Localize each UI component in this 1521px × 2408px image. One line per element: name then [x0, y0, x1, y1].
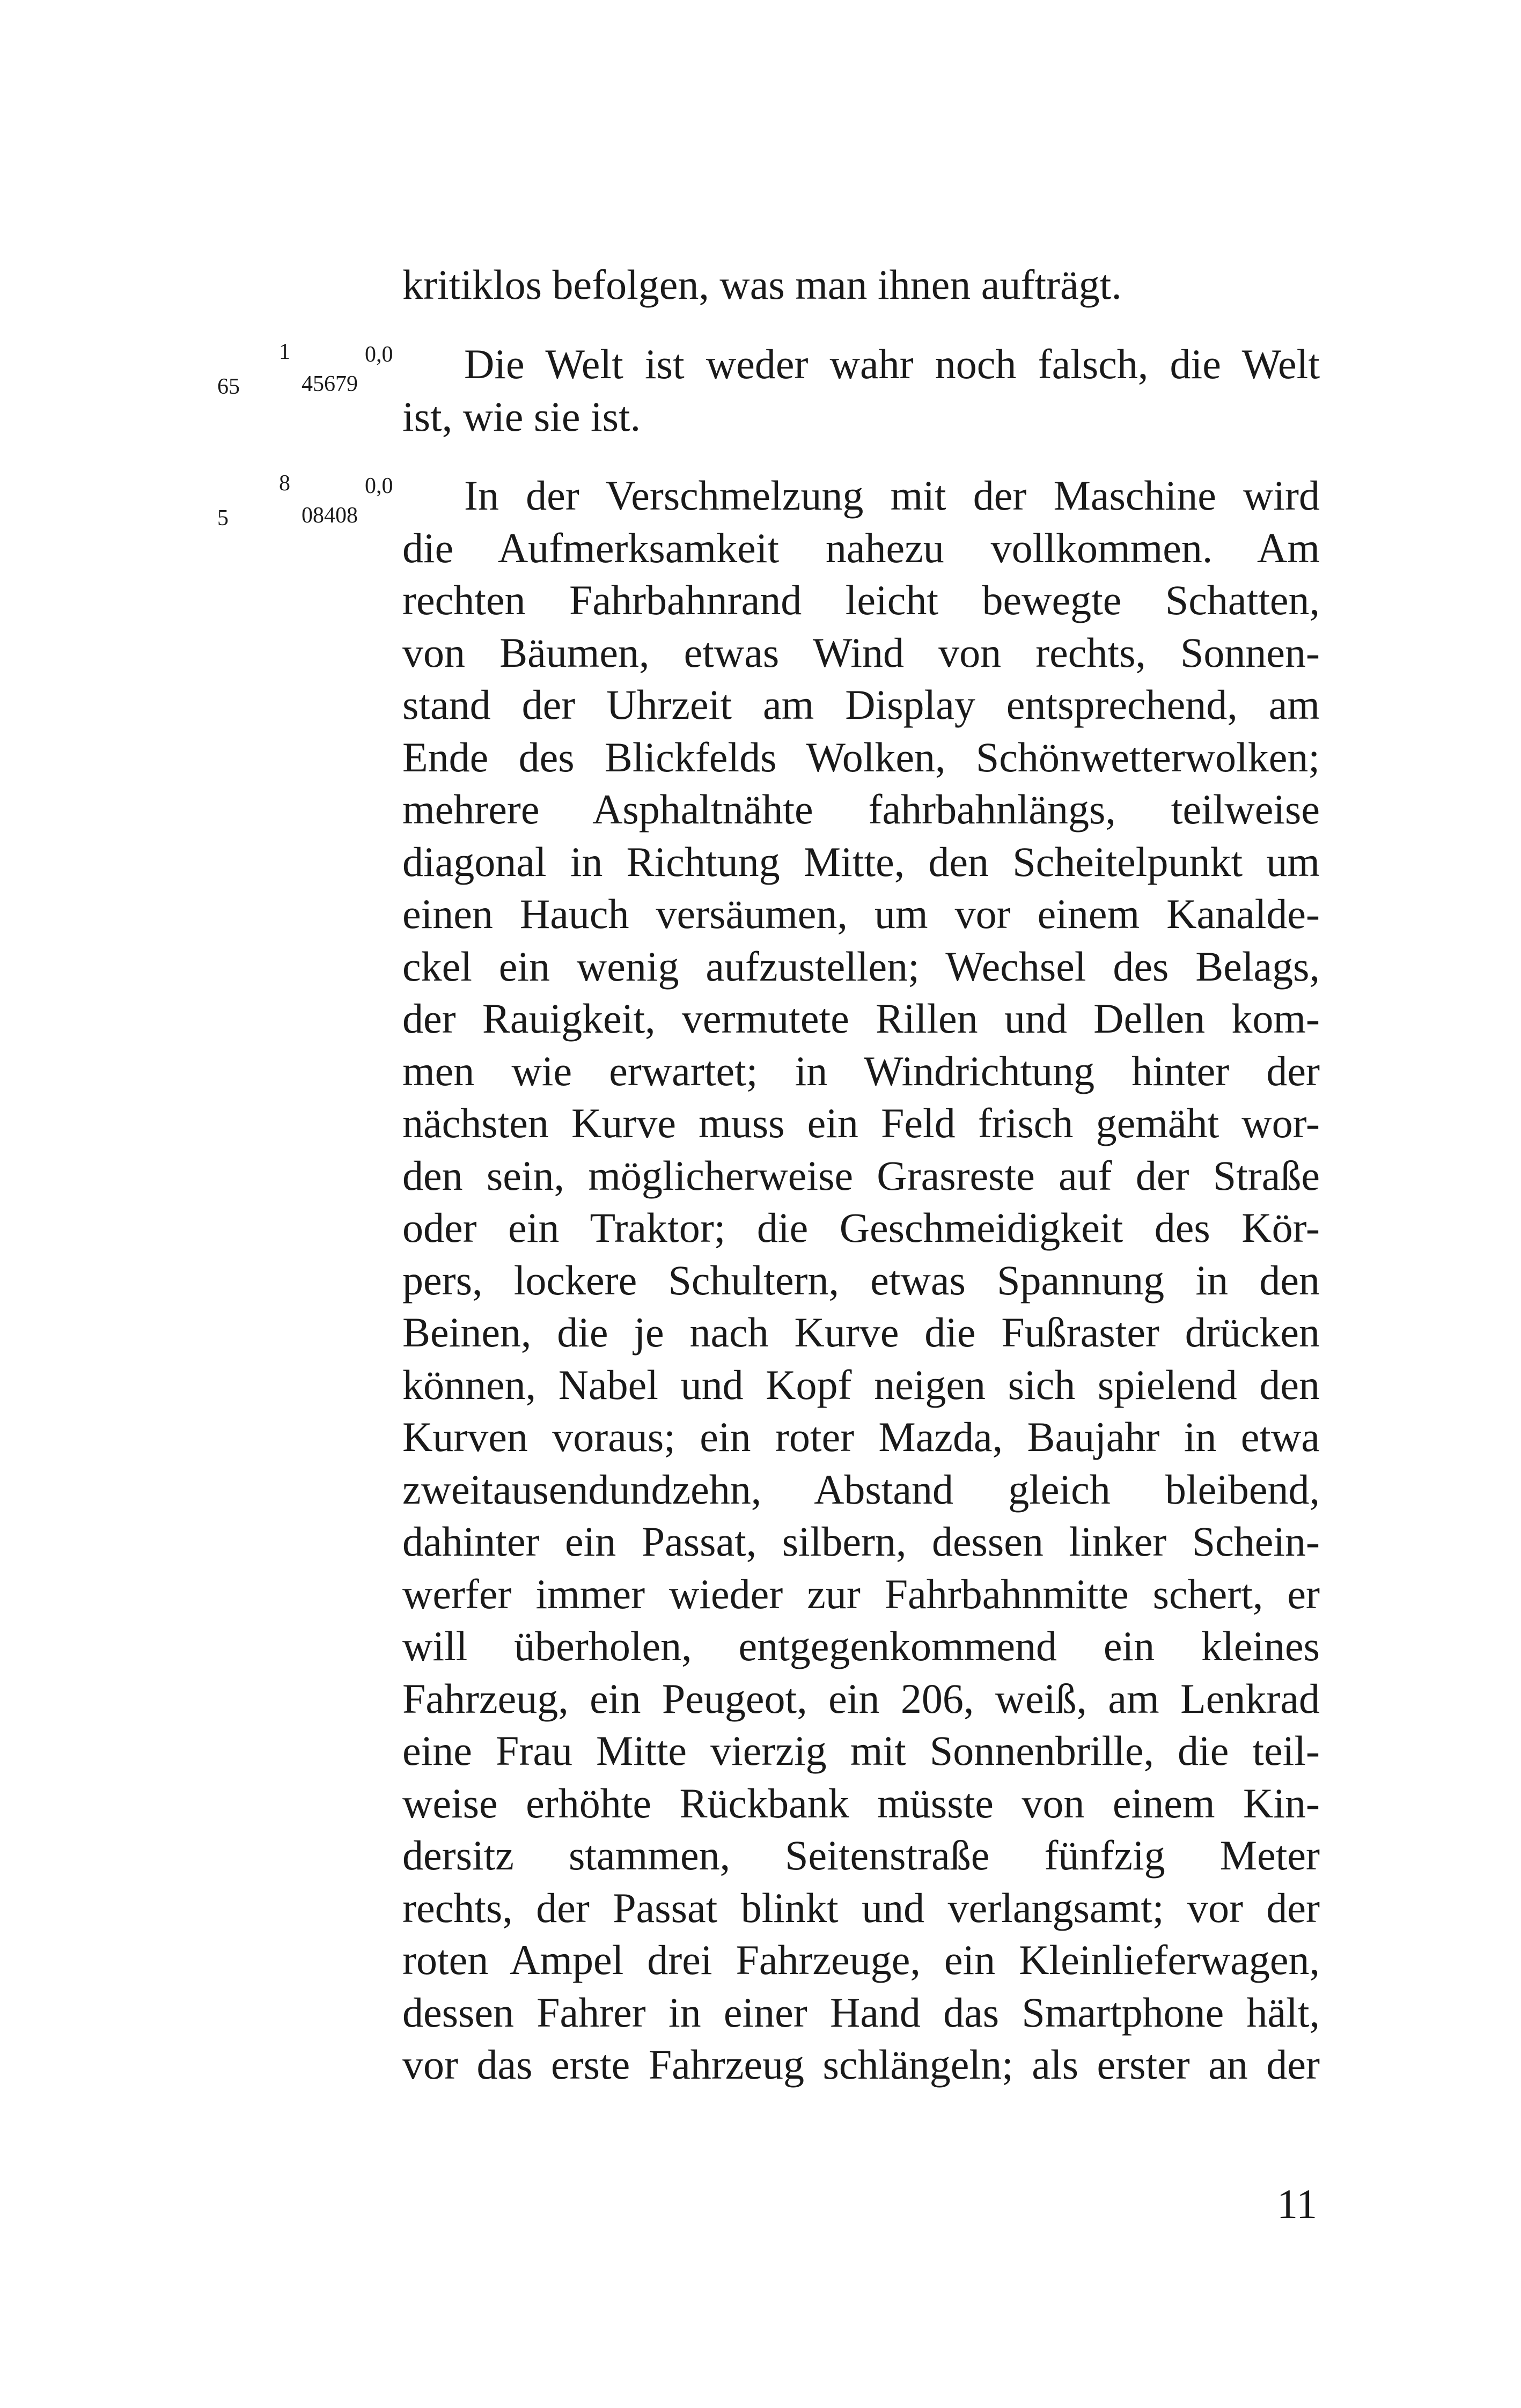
text-line: Ende des Blickfelds Wolken, Schönwetterwolken; [402, 733, 1320, 780]
text-line: einen Hauch versäumen, um vor einem Kanalde- [402, 890, 1320, 937]
text-line: will überholen, entgegenkommend ein kleines [402, 1623, 1320, 1669]
text-line: ist, wie sie ist. [402, 393, 641, 440]
text-line: Fahrzeug, ein Peugeot, ein 206, weiß, am Lenkrad [402, 1675, 1320, 1722]
paragraph [402, 338, 1320, 443]
text-line: Beinen, die je nach Kurve die Fußraster drücken [402, 1309, 1320, 1356]
text-line: werfer immer wieder zur Fahrbahnmitte schert, er [402, 1570, 1320, 1617]
margin-number-middle: 45679 [302, 372, 358, 396]
text-line: roten Ampel drei Fahrzeuge, ein Kleinlieferwagen, [402, 1936, 1320, 1983]
text-line: der Rauigkeit, vermutete Rillen und Dellen kom- [402, 995, 1320, 1042]
text-line: stand der Uhrzeit am Display entsprechend, am [402, 681, 1320, 728]
text-line: eine Frau Mitte vierzig mit Sonnenbrille, die teil- [402, 1727, 1320, 1774]
text-line: pers, lockere Schultern, etwas Spannung in den [402, 1256, 1320, 1304]
text-line: von Bäumen, etwas Wind von rechts, Sonnen- [402, 629, 1320, 676]
text-line: diagonal in Richtung Mitte, den Scheitelpunkt um [402, 838, 1320, 885]
text-line: dahinter ein Passat, silbern, dessen linker Schein- [402, 1518, 1320, 1565]
margin-number-right: 0,0 [365, 342, 393, 367]
paragraph-continuation [402, 259, 1320, 311]
text-line: nächsten Kurve muss ein Feld frisch gemäht wor- [402, 1100, 1320, 1146]
text-line: men wie erwartet; in Windrichtung hinter der [402, 1047, 1320, 1094]
text-line: zweitausendundzehn, Abstand gleich bleibend, [402, 1466, 1320, 1513]
text-line: weise erhöhte Rückbank müsste von einem Kin- [402, 1779, 1320, 1827]
text-line: den sein, möglicherweise Grasreste auf der Straße [402, 1152, 1320, 1199]
margin-number-top: 8 [279, 471, 290, 496]
text-line: Die Welt ist weder wahr noch falsch, die Welt [464, 341, 1320, 387]
page-number: 11 [1277, 2181, 1318, 2227]
margin-number-left: 5 [217, 506, 229, 531]
text-line: können, Nabel und Kopf neigen sich spielend den [402, 1361, 1320, 1408]
text-line: rechts, der Passat blinkt und verlangsamt; vor der [402, 1884, 1320, 1931]
text-line: oder ein Traktor; die Geschmeidigkeit des Kör- [402, 1204, 1320, 1251]
margin-number-top: 1 [279, 340, 290, 364]
text-line: Kurven voraus; ein roter Mazda, Baujahr in etwa [402, 1413, 1320, 1460]
margin-number-right: 0,0 [365, 474, 393, 498]
text-line: ckel ein wenig aufzustellen; Wechsel des Belags, [402, 942, 1320, 990]
margin-number-middle: 08408 [302, 503, 358, 528]
text-line: dessen Fahrer in einer Hand das Smartphone hält, [402, 1989, 1320, 2036]
text-line: In der Verschmelzung mit der Maschine wird [464, 472, 1320, 519]
text-line: dersitz stammen, Seitenstraße fünfzig Meter [402, 1832, 1320, 1879]
text-line: kritiklos befolgen, was man ihnen aufträgt. [402, 261, 1122, 308]
paragraph [402, 469, 1320, 2091]
margin-number-left: 65 [217, 374, 240, 399]
text-line: mehrere Asphaltnähte fahrbahnlängs, teilweise [402, 786, 1320, 833]
text-line: vor das erste Fahrzeug schlängeln; als erster an der [402, 2041, 1320, 2088]
text-line: die Aufmerksamkeit nahezu vollkommen. Am [402, 524, 1320, 571]
text-line: rechten Fahrbahnrand leicht bewegte Schatten, [402, 577, 1320, 623]
